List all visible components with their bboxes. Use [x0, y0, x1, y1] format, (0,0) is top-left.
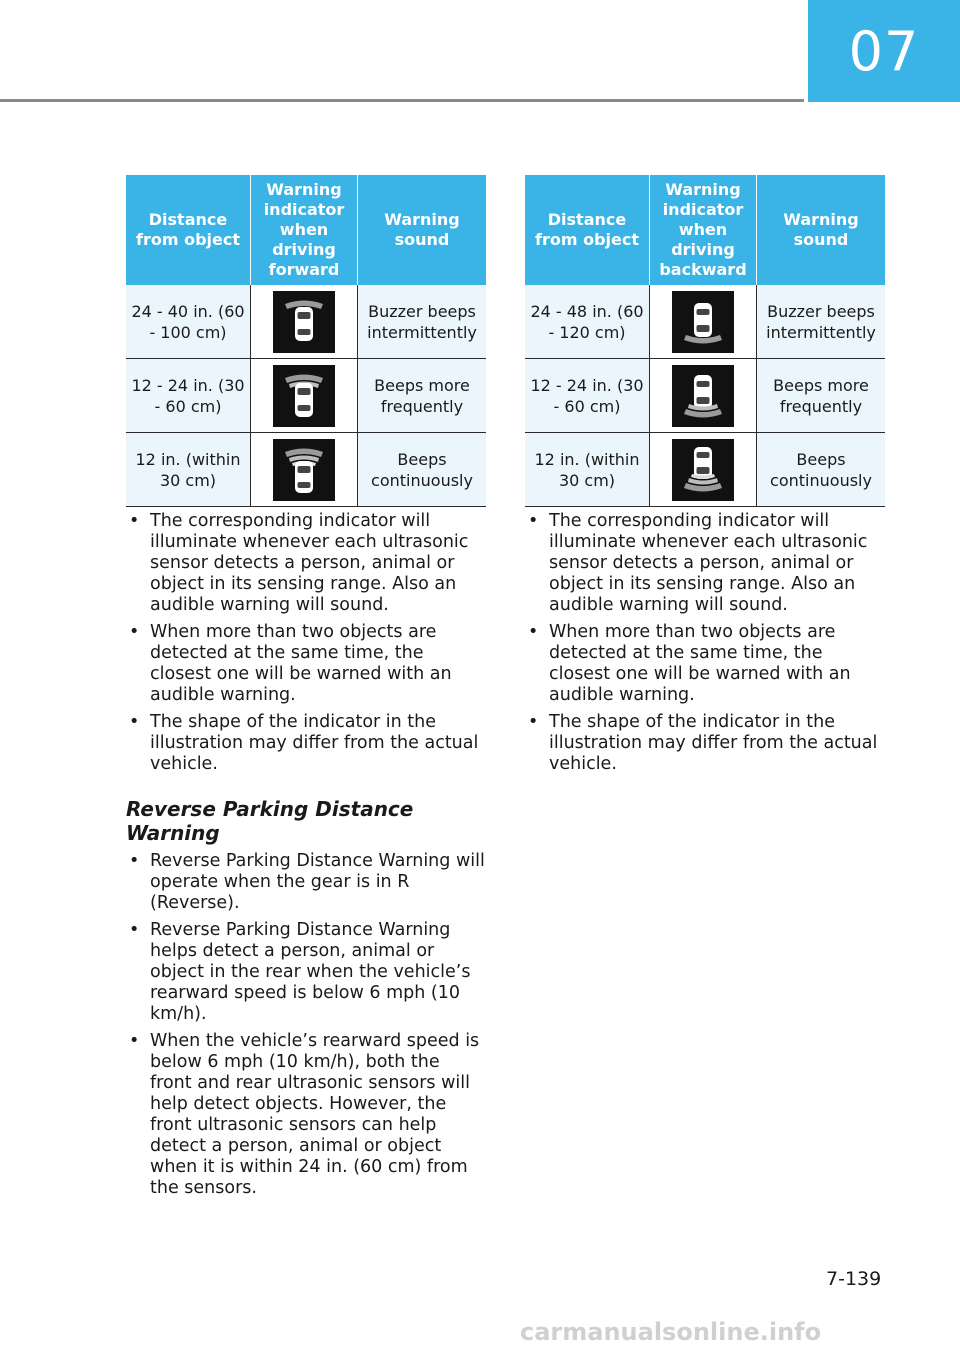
backward-notes-list — [525, 511, 885, 775]
list-item: • The corresponding indicator will illuminate whenever each ultrasonic sensor detects a person, animal or object in its sensing range. Also an audible warning will sound. — [126, 511, 486, 616]
distance-cell: 24 - 48 in. (60 - 120 cm) — [525, 285, 650, 359]
list-item: • Reverse Parking Distance Warning helps detect a person, animal or object in the rear when the vehicle’s rearward speed is below 6 mph (10 km/h). — [126, 920, 486, 1025]
list-item: • The shape of the indicator in the illustration may differ from the actual vehicle. — [126, 712, 486, 775]
car-front-far-icon — [273, 291, 335, 353]
table-row — [525, 433, 885, 507]
table-header-sound: Warning sound — [358, 175, 487, 285]
table-row — [126, 359, 486, 433]
table-header-distance: Distance from object — [126, 175, 251, 285]
sound-cell: Beeps more frequently — [358, 359, 487, 433]
table-header-distance: Distance from object — [525, 175, 650, 285]
distance-cell: 12 - 24 in. (30 - 60 cm) — [525, 359, 650, 433]
section-title: Reverse Parking Distance Warning — [126, 797, 414, 845]
car-front-near-icon — [273, 439, 335, 501]
reverse-warning-list — [126, 851, 486, 1199]
chapter-tab: 07 — [808, 0, 960, 102]
list-item: • When more than two objects are detected at the same time, the closest one will be warned with an audible warning. — [126, 622, 486, 706]
car-rear-far-icon — [672, 291, 734, 353]
page-number: 7-139 — [826, 1268, 882, 1290]
table-row — [525, 285, 885, 359]
list-item: • Reverse Parking Distance Warning will operate when the gear is in R (Reverse). — [126, 851, 486, 914]
forward-notes-list — [126, 511, 486, 775]
sound-cell: Buzzer beeps intermittently — [757, 285, 886, 359]
table-row — [525, 359, 885, 433]
footer-watermark: carmanualsonline.info — [520, 1318, 822, 1346]
sound-cell: Beeps continuously — [757, 433, 886, 507]
sound-cell: Beeps more frequently — [757, 359, 886, 433]
list-item: • When more than two objects are detected at the same time, the closest one will be warned with an audible warning. — [525, 622, 885, 706]
table-header-indicator: Warning indicator when driving forward — [251, 175, 358, 285]
left-column — [126, 175, 486, 1205]
distance-cell: 12 in. (within 30 cm) — [525, 433, 650, 507]
list-item: • When the vehicle’s rearward speed is below 6 mph (10 km/h), both the front and rear ultrasonic sensors will help detect objects. However, the front ultrasonic sensors can help detect a person, animal or object when it is within 24 in. (60 cm) from the sensors. — [126, 1031, 486, 1199]
distance-cell: 24 - 40 in. (60 - 100 cm) — [126, 285, 251, 359]
header-rule — [0, 99, 804, 102]
right-column — [525, 175, 885, 781]
distance-cell: 12 - 24 in. (30 - 60 cm) — [126, 359, 251, 433]
distance-cell: 12 in. (within 30 cm) — [126, 433, 251, 507]
backward-warning-table — [525, 175, 885, 507]
list-item: • The shape of the indicator in the illustration may differ from the actual vehicle. — [525, 712, 885, 775]
car-rear-near-icon — [672, 439, 734, 501]
table-header-sound: Warning sound — [757, 175, 886, 285]
table-row — [126, 285, 486, 359]
table-row — [126, 433, 486, 507]
car-front-mid-icon — [273, 365, 335, 427]
table-header-indicator: Warning indicator when driving backward — [650, 175, 757, 285]
forward-warning-table — [126, 175, 486, 507]
sound-cell: Beeps continuously — [358, 433, 487, 507]
sound-cell: Buzzer beeps intermittently — [358, 285, 487, 359]
car-rear-mid-icon — [672, 365, 734, 427]
list-item: • The corresponding indicator will illuminate whenever each ultrasonic sensor detects a person, animal or object in its sensing range. Also an audible warning will sound. — [525, 511, 885, 616]
